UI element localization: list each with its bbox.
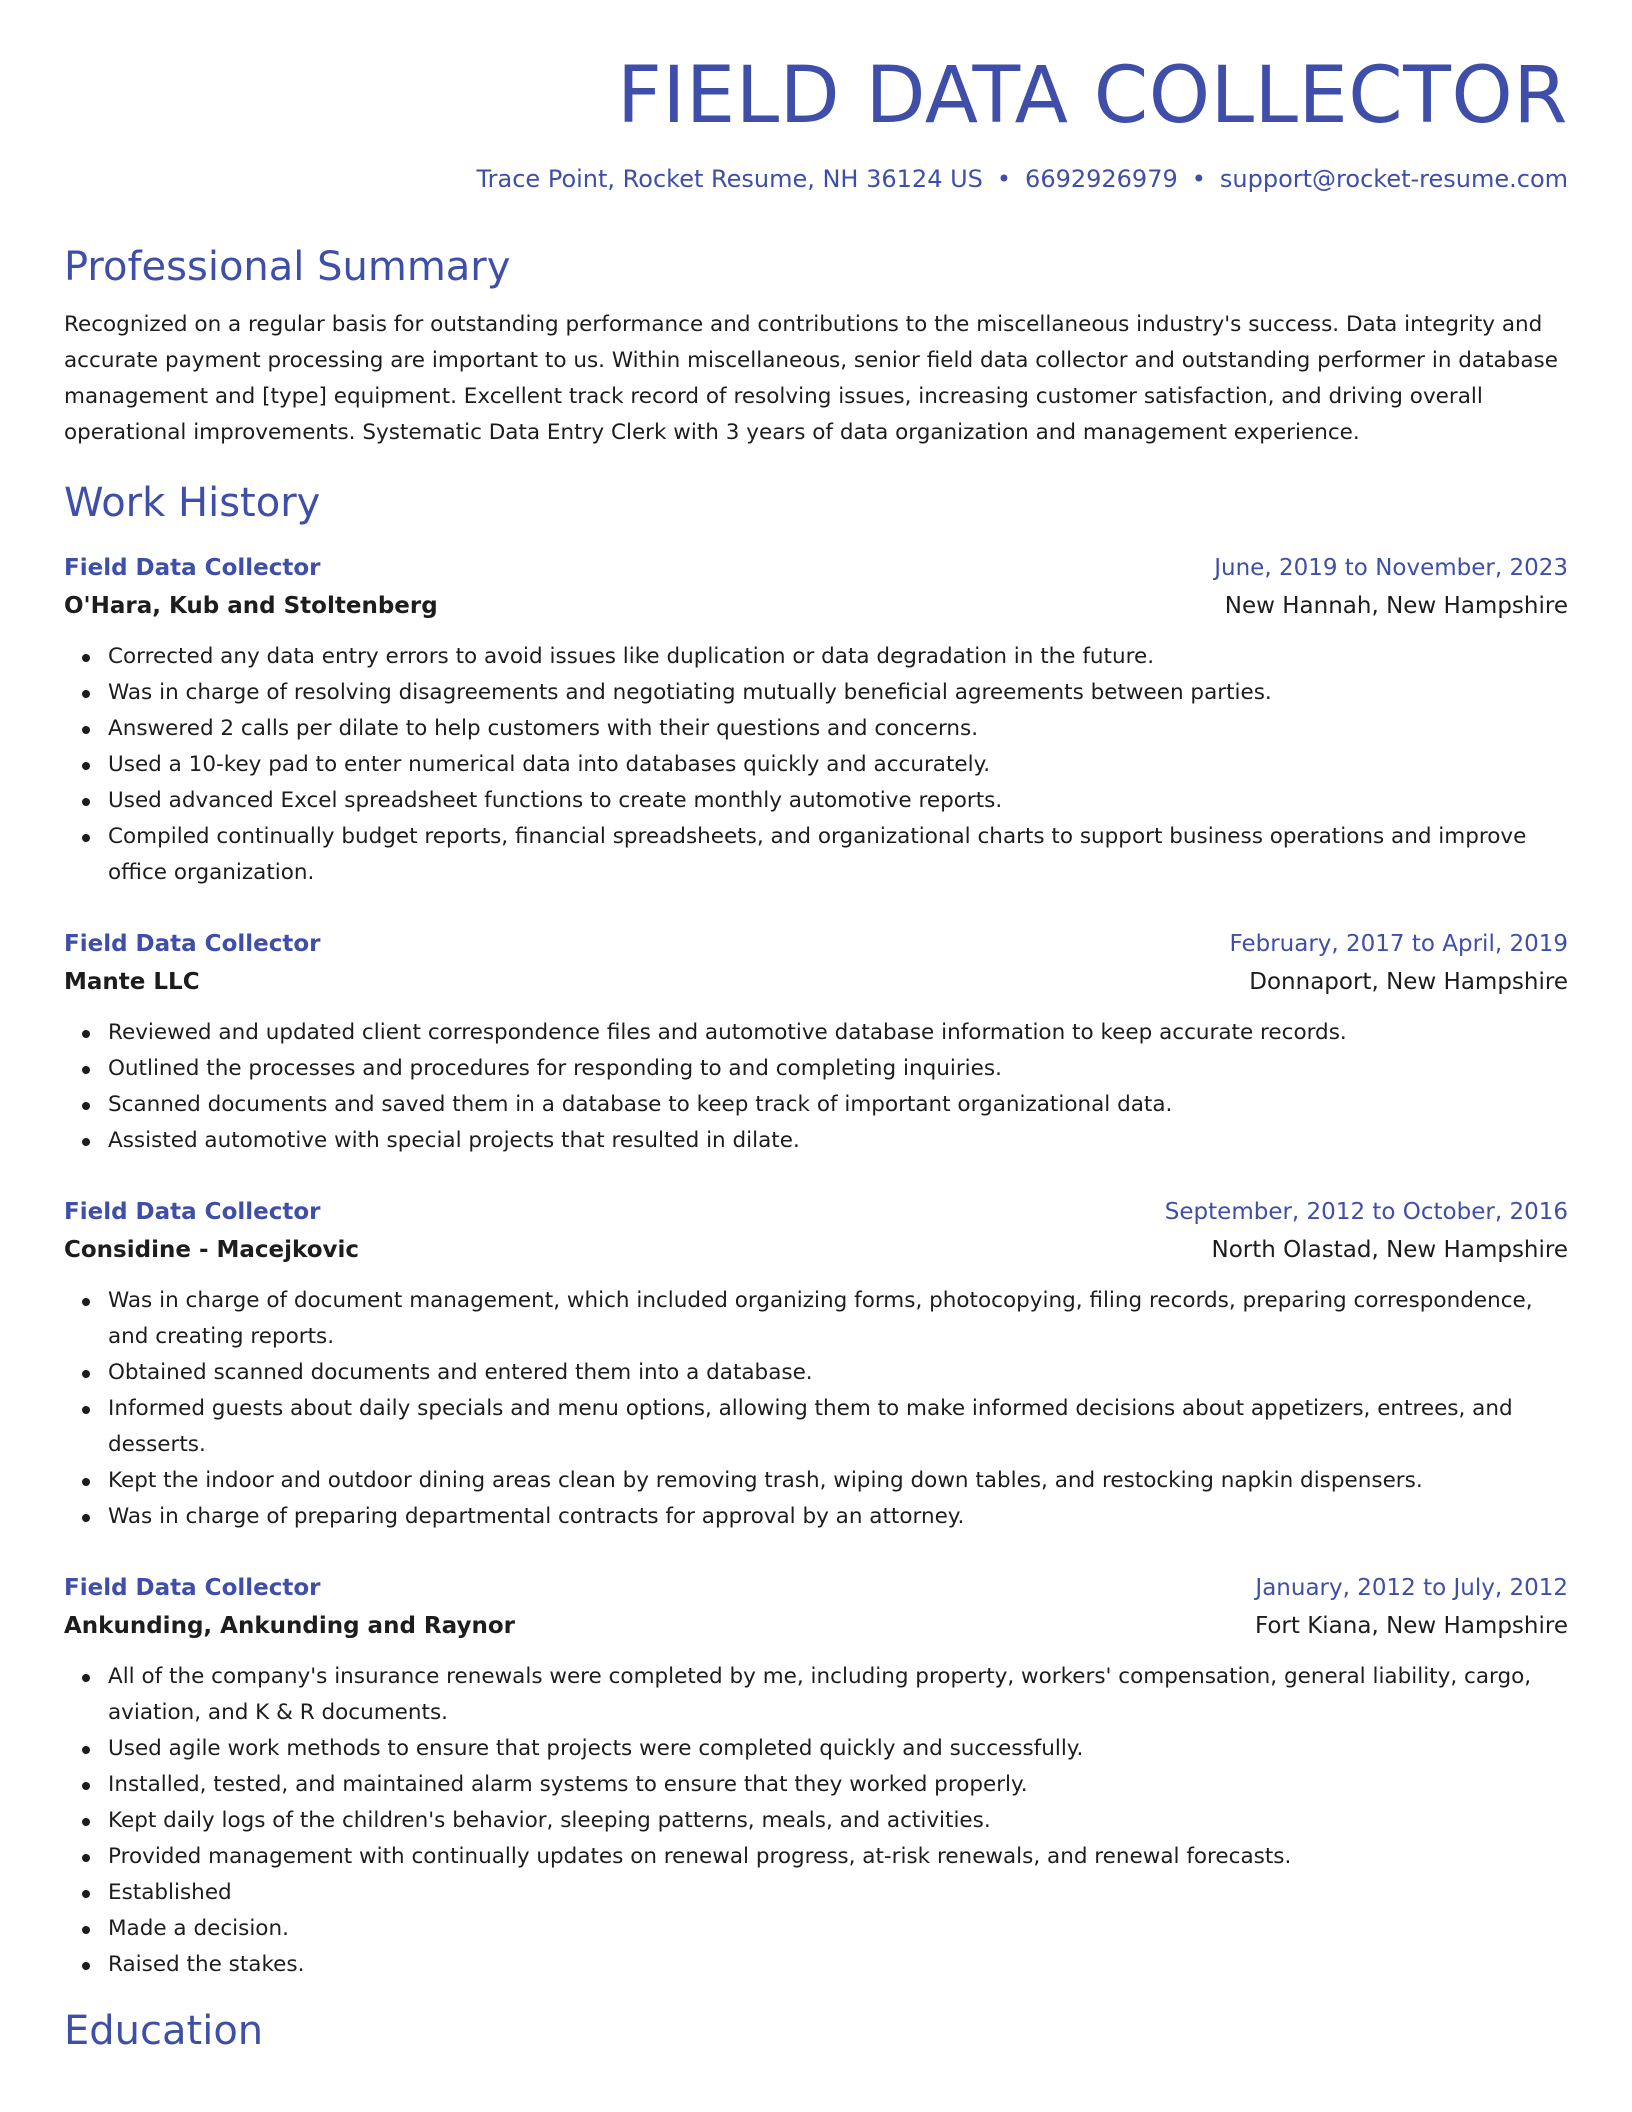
list-item: Scanned documents and saved them in a database to keep track of important organizational data. — [108, 1087, 1568, 1123]
section-title-summary: Professional Summary — [64, 243, 511, 290]
job-bullet-list — [64, 1659, 1568, 1983]
job-title: Field Data Collector — [64, 554, 321, 581]
job-company-row — [64, 1231, 1568, 1269]
list-item: Compiled continually budget reports, financial spreadsheets, and organizational charts to support business operations and improve office organization. — [108, 819, 1568, 891]
list-item: Informed guests about daily specials and menu options, allowing them to make informed decisions about appetizers, entrees, and desserts. — [108, 1391, 1568, 1463]
job-dates: January, 2012 to July, 2012 — [1255, 1574, 1568, 1601]
list-item: Provided management with continually updates on renewal progress, at-risk renewals, and renewal forecasts. — [108, 1839, 1568, 1875]
contact-email: support@rocket-resume.com — [1219, 164, 1568, 193]
job-company: O'Hara, Kub and Stoltenberg — [64, 592, 438, 619]
job-company: Mante LLC — [64, 968, 200, 995]
list-item: Was in charge of resolving disagreements and negotiating mutually beneficial agreements between parties. — [108, 675, 1568, 711]
contact-address: Trace Point, Rocket Resume, NH 36124 US — [476, 164, 983, 193]
job-entry — [64, 925, 1568, 1159]
job-entry — [64, 549, 1568, 891]
list-item: Established — [108, 1875, 1568, 1911]
section-title-education: Education — [64, 2007, 264, 2054]
list-item: Used advanced Excel spreadsheet functions to create monthly automotive reports. — [108, 783, 1568, 819]
list-item: All of the company's insurance renewals were completed by me, including property, workers' compensation, general liability, cargo, aviation, and K & R documents. — [108, 1659, 1568, 1731]
list-item: Obtained scanned documents and entered them into a database. — [108, 1355, 1568, 1391]
job-title: Field Data Collector — [64, 1574, 321, 1601]
job-location: North Olastad, New Hampshire — [1211, 1236, 1568, 1263]
job-bullet-list — [64, 639, 1568, 891]
summary-text: Recognized on a regular basis for outstanding performance and contributions to the miscellaneous industry's success. Data integrity and accurate payment processing are important to us. Within miscellaneous, senior field data collector and outstanding performer in database management and [type] equipment. Excellent track record of resolving issues, increasing customer satisfaction, and driving overall operational improvements. Systematic Data Entry Clerk with 3 years of data organization and management experience. — [64, 311, 1558, 445]
contact-phone: 6692926979 — [1025, 164, 1178, 193]
job-bullet-list — [64, 1283, 1568, 1535]
job-header-row — [64, 1569, 1568, 1607]
resume-page — [64, 0, 1568, 2055]
job-company-row — [64, 587, 1568, 625]
job-location: Fort Kiana, New Hampshire — [1254, 1612, 1568, 1639]
job-company-row — [64, 963, 1568, 1001]
contact-separator: • — [1191, 164, 1206, 193]
list-item: Outlined the processes and procedures for responding to and completing inquiries. — [108, 1051, 1568, 1087]
contact-separator: • — [996, 164, 1012, 193]
job-company: Ankunding, Ankunding and Raynor — [64, 1612, 515, 1639]
list-item: Was in charge of preparing departmental contracts for approval by an attorney. — [108, 1499, 1568, 1535]
list-item: Raised the stakes. — [108, 1947, 1568, 1983]
list-item: Installed, tested, and maintained alarm systems to ensure that they worked properly. — [108, 1767, 1568, 1803]
job-location: New Hannah, New Hampshire — [1224, 592, 1568, 619]
list-item: Answered 2 calls per dilate to help customers with their questions and concerns. — [108, 711, 1568, 747]
job-header-row — [64, 1193, 1568, 1231]
job-entry — [64, 1193, 1568, 1535]
page-title: FIELD DATA COLLECTOR — [617, 51, 1568, 141]
job-dates: June, 2019 to November, 2023 — [1214, 554, 1568, 581]
contact-line — [64, 164, 1568, 195]
job-company: Considine - Macejkovic — [64, 1236, 360, 1263]
list-item: Used agile work methods to ensure that projects were completed quickly and successfully. — [108, 1731, 1568, 1767]
job-header-row — [64, 925, 1568, 963]
job-dates: February, 2017 to April, 2019 — [1229, 930, 1568, 957]
list-item: Assisted automotive with special projects that resulted in dilate. — [108, 1123, 1568, 1159]
list-item: Made a decision. — [108, 1911, 1568, 1947]
list-item: Reviewed and updated client correspondence files and automotive database information to keep accurate records. — [108, 1015, 1568, 1051]
section-title-work-history: Work History — [64, 479, 321, 526]
job-dates: September, 2012 to October, 2016 — [1164, 1198, 1568, 1225]
job-company-row — [64, 1607, 1568, 1645]
job-location: Donnaport, New Hampshire — [1249, 968, 1568, 995]
list-item: Used a 10-key pad to enter numerical data into databases quickly and accurately. — [108, 747, 1568, 783]
job-title: Field Data Collector — [64, 1198, 321, 1225]
work-history-list — [64, 549, 1568, 1983]
list-item: Was in charge of document management, which included organizing forms, photocopying, filing records, preparing correspondence, and creating reports. — [108, 1283, 1568, 1355]
list-item: Corrected any data entry errors to avoid issues like duplication or data degradation in the future. — [108, 639, 1568, 675]
job-entry — [64, 1569, 1568, 1983]
job-bullet-list — [64, 1015, 1568, 1159]
list-item: Kept daily logs of the children's behavior, sleeping patterns, meals, and activities. — [108, 1803, 1568, 1839]
job-title: Field Data Collector — [64, 930, 321, 957]
list-item: Kept the indoor and outdoor dining areas clean by removing trash, wiping down tables, and restocking napkin dispensers. — [108, 1463, 1568, 1499]
job-header-row — [64, 549, 1568, 587]
